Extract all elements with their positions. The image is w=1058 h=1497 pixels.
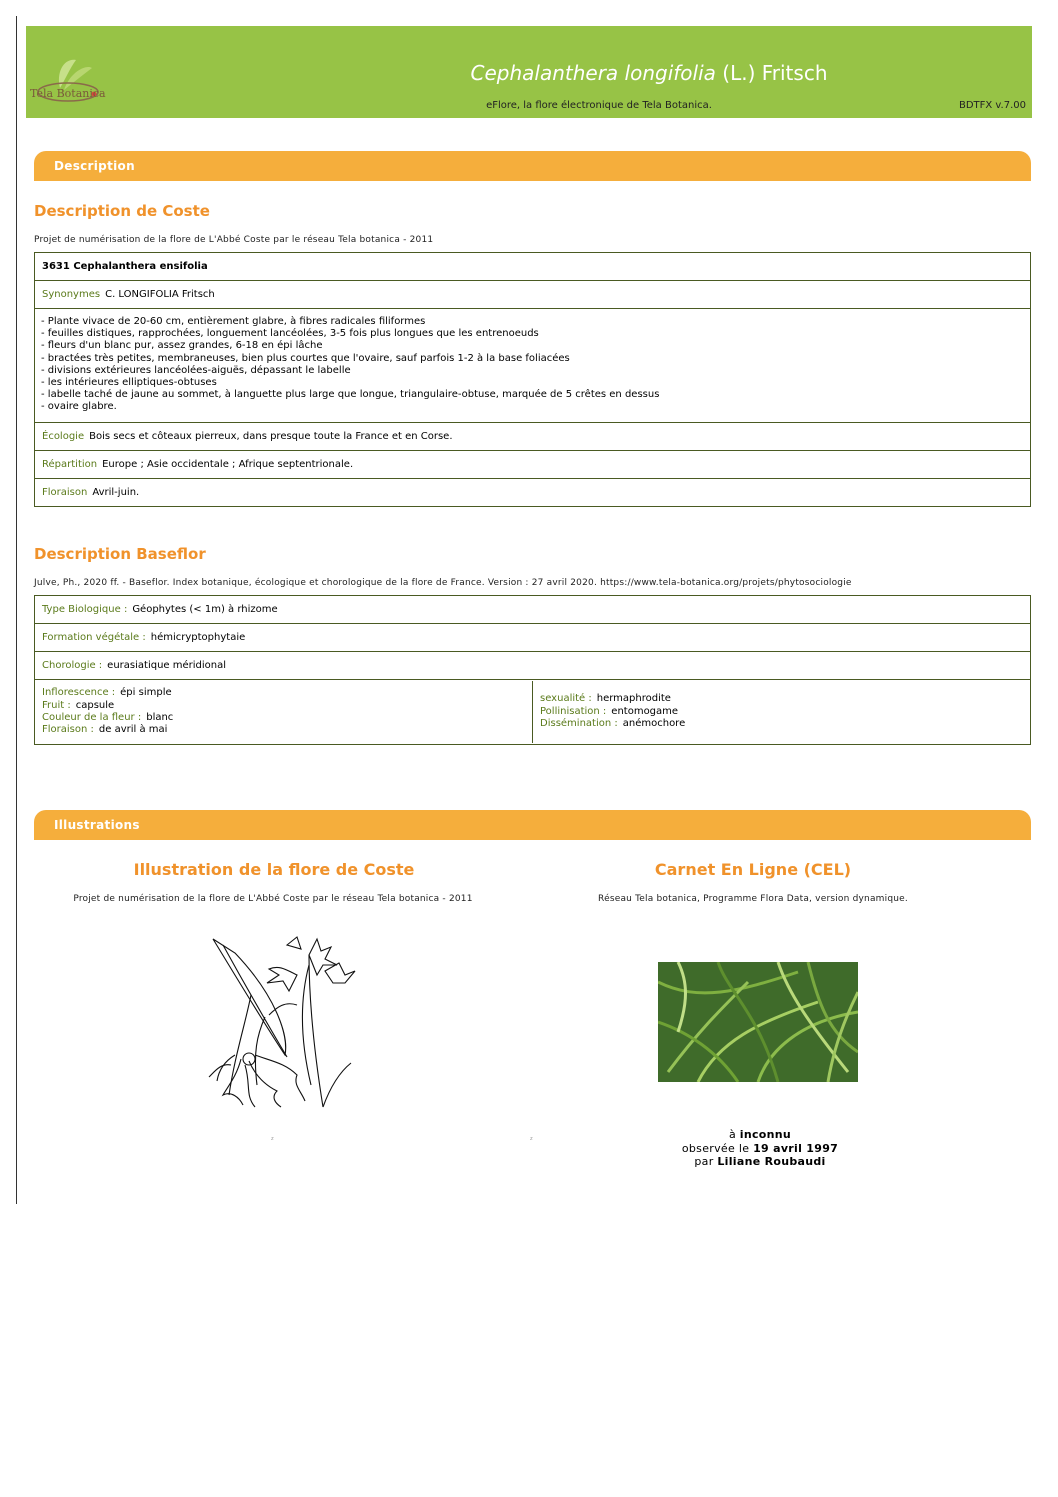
description-line: - fleurs d'un blanc pur, assez grandes, 6-18 en épi lâche [41, 340, 323, 352]
synonymes-row [35, 281, 1030, 309]
type-biologique-row [35, 596, 1030, 624]
ecologie-value: Bois secs et côteaux pierreux, dans presque toute la France et en Corse. [89, 431, 453, 442]
section-label: Illustrations [54, 818, 140, 832]
coste-plant-drawing[interactable] [205, 935, 360, 1113]
caption-prefix: à [728, 1128, 736, 1141]
chorologie-value: eurasiatique méridional [107, 660, 227, 671]
floraison-row [35, 479, 1030, 506]
page-left-rule [16, 16, 17, 1204]
coste-heading: Description de Coste [34, 202, 210, 220]
logo-text: Tela Botanica [30, 87, 106, 100]
section-bar-description [34, 151, 1031, 181]
caption-author[interactable]: Liliane Roubaudi [717, 1155, 826, 1168]
caption-by-prefix: par [694, 1155, 714, 1168]
formation-label: Formation végétale : [42, 632, 146, 643]
baseflor-source: Julve, Ph., 2020 ff. - Baseflor. Index botanique, écologique et chorologique de la flore de France. Version : 27 avril 2020. https://www.tela-botanica.org/projets/phytosociologie [34, 578, 852, 588]
traits-left [35, 681, 533, 743]
formation-row [35, 624, 1030, 652]
type-value: Géophytes (< 1m) à rhizome [132, 604, 278, 615]
page-subtitle: eFlore, la flore électronique de Tela Botanica. [486, 100, 712, 111]
synonymes-label: Synonymes [42, 289, 101, 300]
description-line: - labelle taché de jaune au sommet, à languette plus large que longue, triangulaire-obtuse, marquée de 5 crêtes en dessus [41, 389, 660, 401]
trait-label: Fruit : [42, 699, 71, 711]
caption-line-date [560, 1142, 960, 1156]
ecologie-label: Écologie [42, 431, 85, 442]
formation-value: hémicryptophytaie [150, 632, 246, 643]
cel-heading: Carnet En Ligne (CEL) [654, 860, 852, 879]
floraison-value: Avril-juin. [92, 487, 140, 498]
trait-item [42, 712, 525, 724]
taxon-name: Cephalanthera longifolia [470, 61, 716, 85]
trait-item [42, 700, 525, 712]
cel-image-mark: z [530, 1136, 533, 1142]
cel-photo[interactable] [658, 962, 858, 1082]
trait-item [540, 693, 1023, 705]
trait-label: Pollinisation : [540, 705, 607, 717]
traits-row [35, 680, 1030, 744]
cel-caption [560, 1128, 960, 1169]
coste-illustration-source: Projet de numérisation de la flore de L'Abbé Coste par le réseau Tela botanica - 2011 [73, 894, 473, 904]
coste-source: Projet de numérisation de la flore de L'Abbé Coste par le réseau Tela botanica - 2011 [34, 235, 434, 245]
ecologie-row [35, 423, 1030, 451]
page-header [26, 26, 1032, 118]
species-row [35, 253, 1030, 281]
repartition-row [35, 451, 1030, 479]
trait-value: entomogame [611, 705, 679, 717]
trait-label: Floraison : [42, 724, 94, 736]
trait-item [540, 706, 1023, 718]
cel-source: Réseau Tela botanica, Programme Flora Data, version dynamique. [598, 894, 908, 904]
caption-lieu: inconnu [739, 1128, 792, 1141]
description-line: - ovaire glabre. [41, 401, 117, 413]
trait-value: anémochore [622, 718, 686, 730]
baseflor-heading: Description Baseflor [34, 545, 206, 563]
description-line: - Plante vivace de 20-60 cm, entièrement glabre, à fibres radicales filiformes [41, 316, 426, 327]
caption-date: 19 avril 1997 [753, 1141, 839, 1155]
section-label: Description [54, 159, 135, 173]
caption-observed-prefix: observée le [681, 1141, 750, 1155]
trait-item [42, 687, 525, 699]
coste-image-mark: z [271, 1136, 274, 1142]
version-label: BDTFX v.7.00 [958, 100, 1026, 111]
baseflor-table [34, 595, 1031, 745]
trait-label: sexualité : [540, 693, 592, 705]
trait-label: Dissémination : [540, 718, 618, 730]
trait-value: de avril à mai [98, 724, 168, 736]
taxon-author: (L.) Fritsch [722, 61, 828, 85]
section-bar-illustrations [34, 810, 1031, 840]
trait-value: capsule [75, 699, 115, 711]
chorologie-label: Chorologie : [42, 660, 103, 671]
trait-label: Inflorescence : [42, 687, 116, 699]
description-line: - les intérieures elliptiques-obtuses [41, 377, 217, 389]
description-line: - divisions extérieures lancéolées-aiguës, dépassant le labelle [41, 364, 351, 376]
repartition-value: Europe ; Asie occidentale ; Afrique septentrionale. [102, 459, 354, 470]
caption-line-location [560, 1128, 960, 1142]
description-line: - bractées très petites, membraneuses, bien plus courtes que l'ovaire, sauf parfois 1-2 à la base foliacées [41, 352, 570, 364]
description-line: - feuilles distiques, rapprochées, longuement lancéolées, 3-5 fois plus longues que les entrenoeuds [41, 328, 539, 340]
coste-table [34, 252, 1031, 507]
trait-value: hermaphrodite [596, 693, 671, 705]
trait-label: Couleur de la fleur : [42, 712, 142, 723]
traits-right [533, 687, 1030, 736]
caption-line-author [560, 1155, 960, 1169]
type-label: Type Biologique : [42, 604, 128, 615]
coste-illustration-heading: Illustration de la flore de Coste [133, 860, 415, 879]
trait-item [42, 724, 525, 736]
page-title [26, 61, 1032, 85]
trait-value: blanc [146, 712, 174, 723]
chorologie-row [35, 652, 1030, 680]
floraison-label: Floraison [42, 487, 88, 498]
trait-item [540, 718, 1023, 730]
repartition-label: Répartition [42, 459, 98, 470]
species-name: 3631 Cephalanthera ensifolia [42, 261, 208, 272]
trait-value: épi simple [120, 687, 172, 699]
description-lines [35, 309, 1030, 423]
synonymes-value: C. LONGIFOLIA Fritsch [105, 289, 215, 300]
